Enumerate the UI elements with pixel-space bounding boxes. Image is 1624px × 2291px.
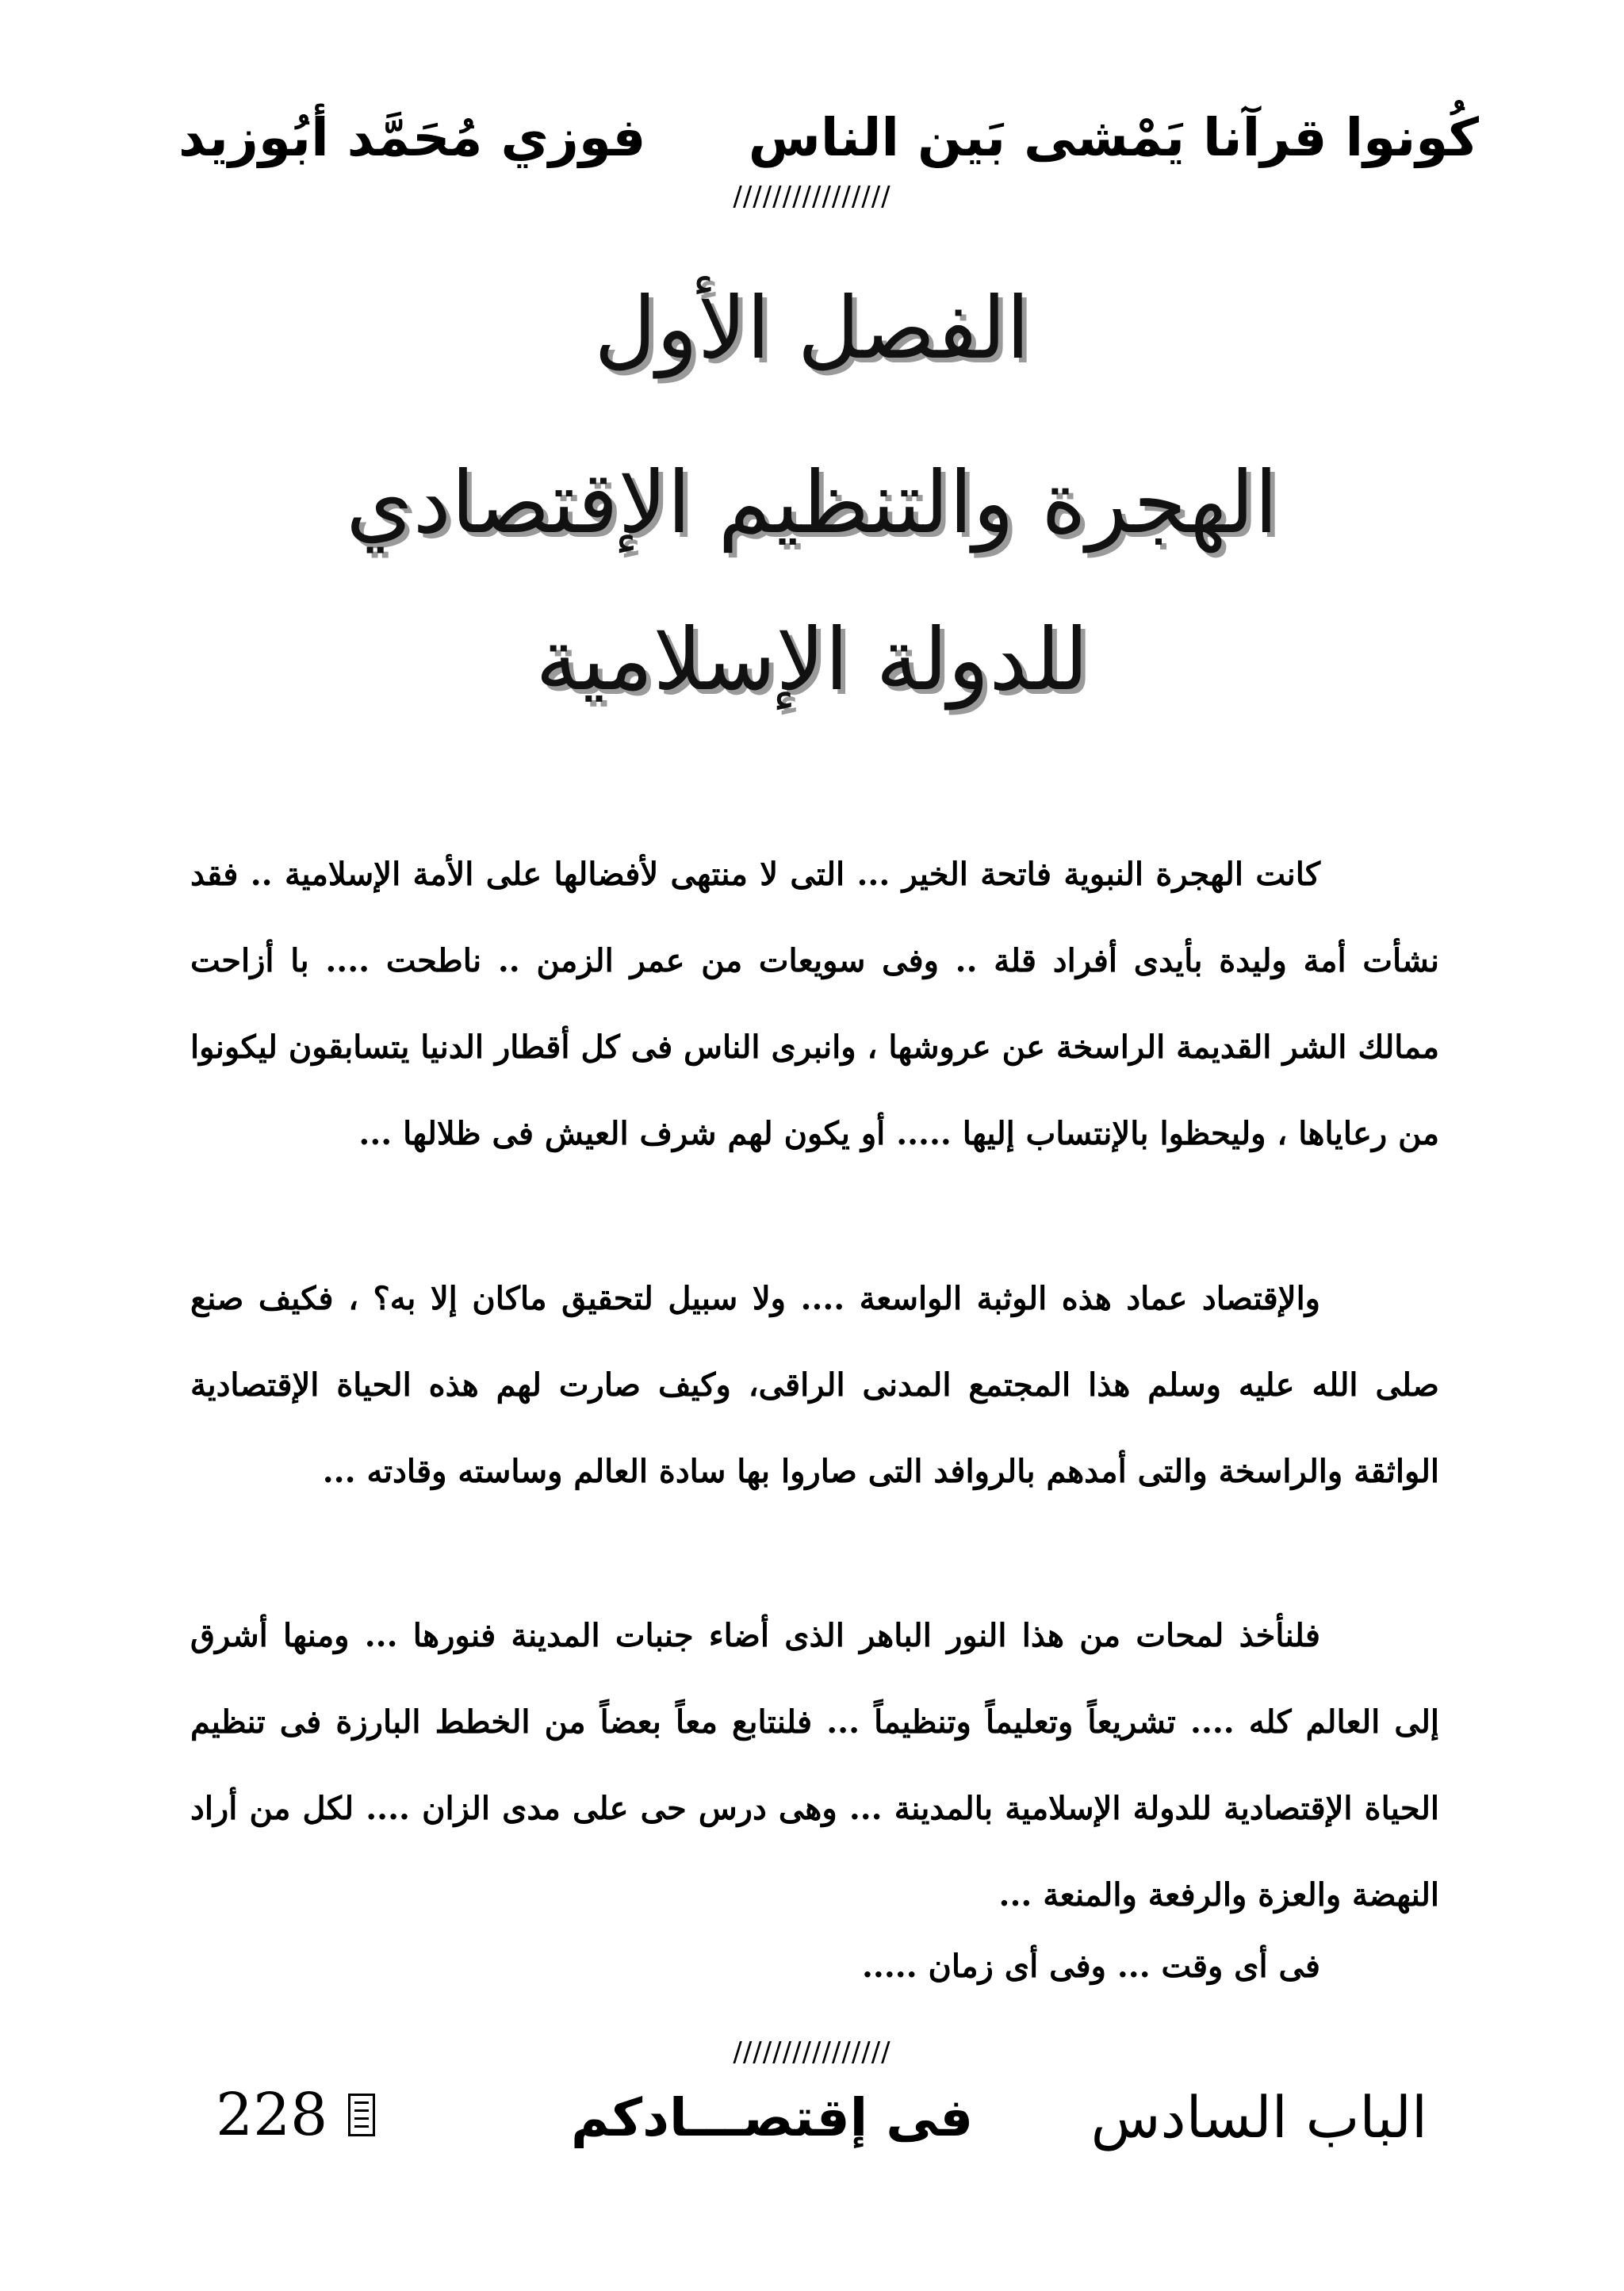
- body-paragraph-1: كانت الهجرة النبوية فاتحة الخير ... التى لا منتهى لأفضالها على الأمة الإسلامية .. فقد نشأت أمة وليدة بأيدى أفراد قلة .. وفى سويعات من عمر الزمن .. ناطحت .... با أزاحت ممالك الشر القديمة الراسخة عن عروشها ، وانبرى الناس فى كل أقطار الدنيا يتسابقون ليكونوا من رعاياها ، وليحظوا بالإنتساب إليها ..... أو يكون لهم شرف العيش فى ظلالها ...: [190, 856, 1439, 1152]
- footer-page: [216, 2081, 375, 2149]
- header-separator: ////////////////: [733, 181, 891, 213]
- running-header: [178, 94, 1479, 181]
- footer-chapter-label: الباب السادس: [1090, 2084, 1427, 2151]
- chapter-title-line2: للدولة الإسلامية: [535, 611, 1089, 710]
- header-author: فوزي مُحَمَّد أبُوزيد: [178, 106, 646, 168]
- footer-book-title: فى إقتصـــادكم: [571, 2087, 974, 2148]
- body-paragraph-4: فى أى وقت ... وفى أى زمان .....: [862, 1948, 1320, 1985]
- body-paragraph-3: فلنأخذ لمحات من هذا النور الباهر الذى أضاء جنبات المدينة فنورها ... ومنها أشرق إلى العالم كله .... تشريعاً وتعليماً وتنظيماً ... فلنتابع معاً بعضاً من الخطط البارزة فى تنظيم الحياة الإقتصادية للدولة الإسلامية بالمدينة ... وهى درس حى على مدى الزان .... لكل من أراد النهضة والعزة والرفعة والمنعة ...: [190, 1617, 1439, 1914]
- page-number: 228: [216, 2081, 328, 2149]
- chapter-title-line1: الهجرة والتنظيم الإقتصادي: [346, 454, 1278, 553]
- header-book-title: كُونوا قرآنا يَمْشى بَين الناس: [748, 106, 1479, 168]
- chapter-label: الفصل الأول: [594, 279, 1030, 378]
- body-paragraph-2: والإقتصاد عماد هذه الوثبة الواسعة .... ولا سبيل لتحقيق ماكان إلا به؟ ، فكيف صنع صلى الله عليه وسلم هذا المجتمع المدنى الراقى، وكيف صارت لهم هذه الحياة الإقتصادية الواثقة والراسخة والتى أمدهم بالروافد التى صاروا بها سادة العالم وساسته وقادته ...: [190, 1280, 1440, 1490]
- book-icon: [348, 2094, 375, 2136]
- footer-separator: ////////////////: [733, 2036, 891, 2068]
